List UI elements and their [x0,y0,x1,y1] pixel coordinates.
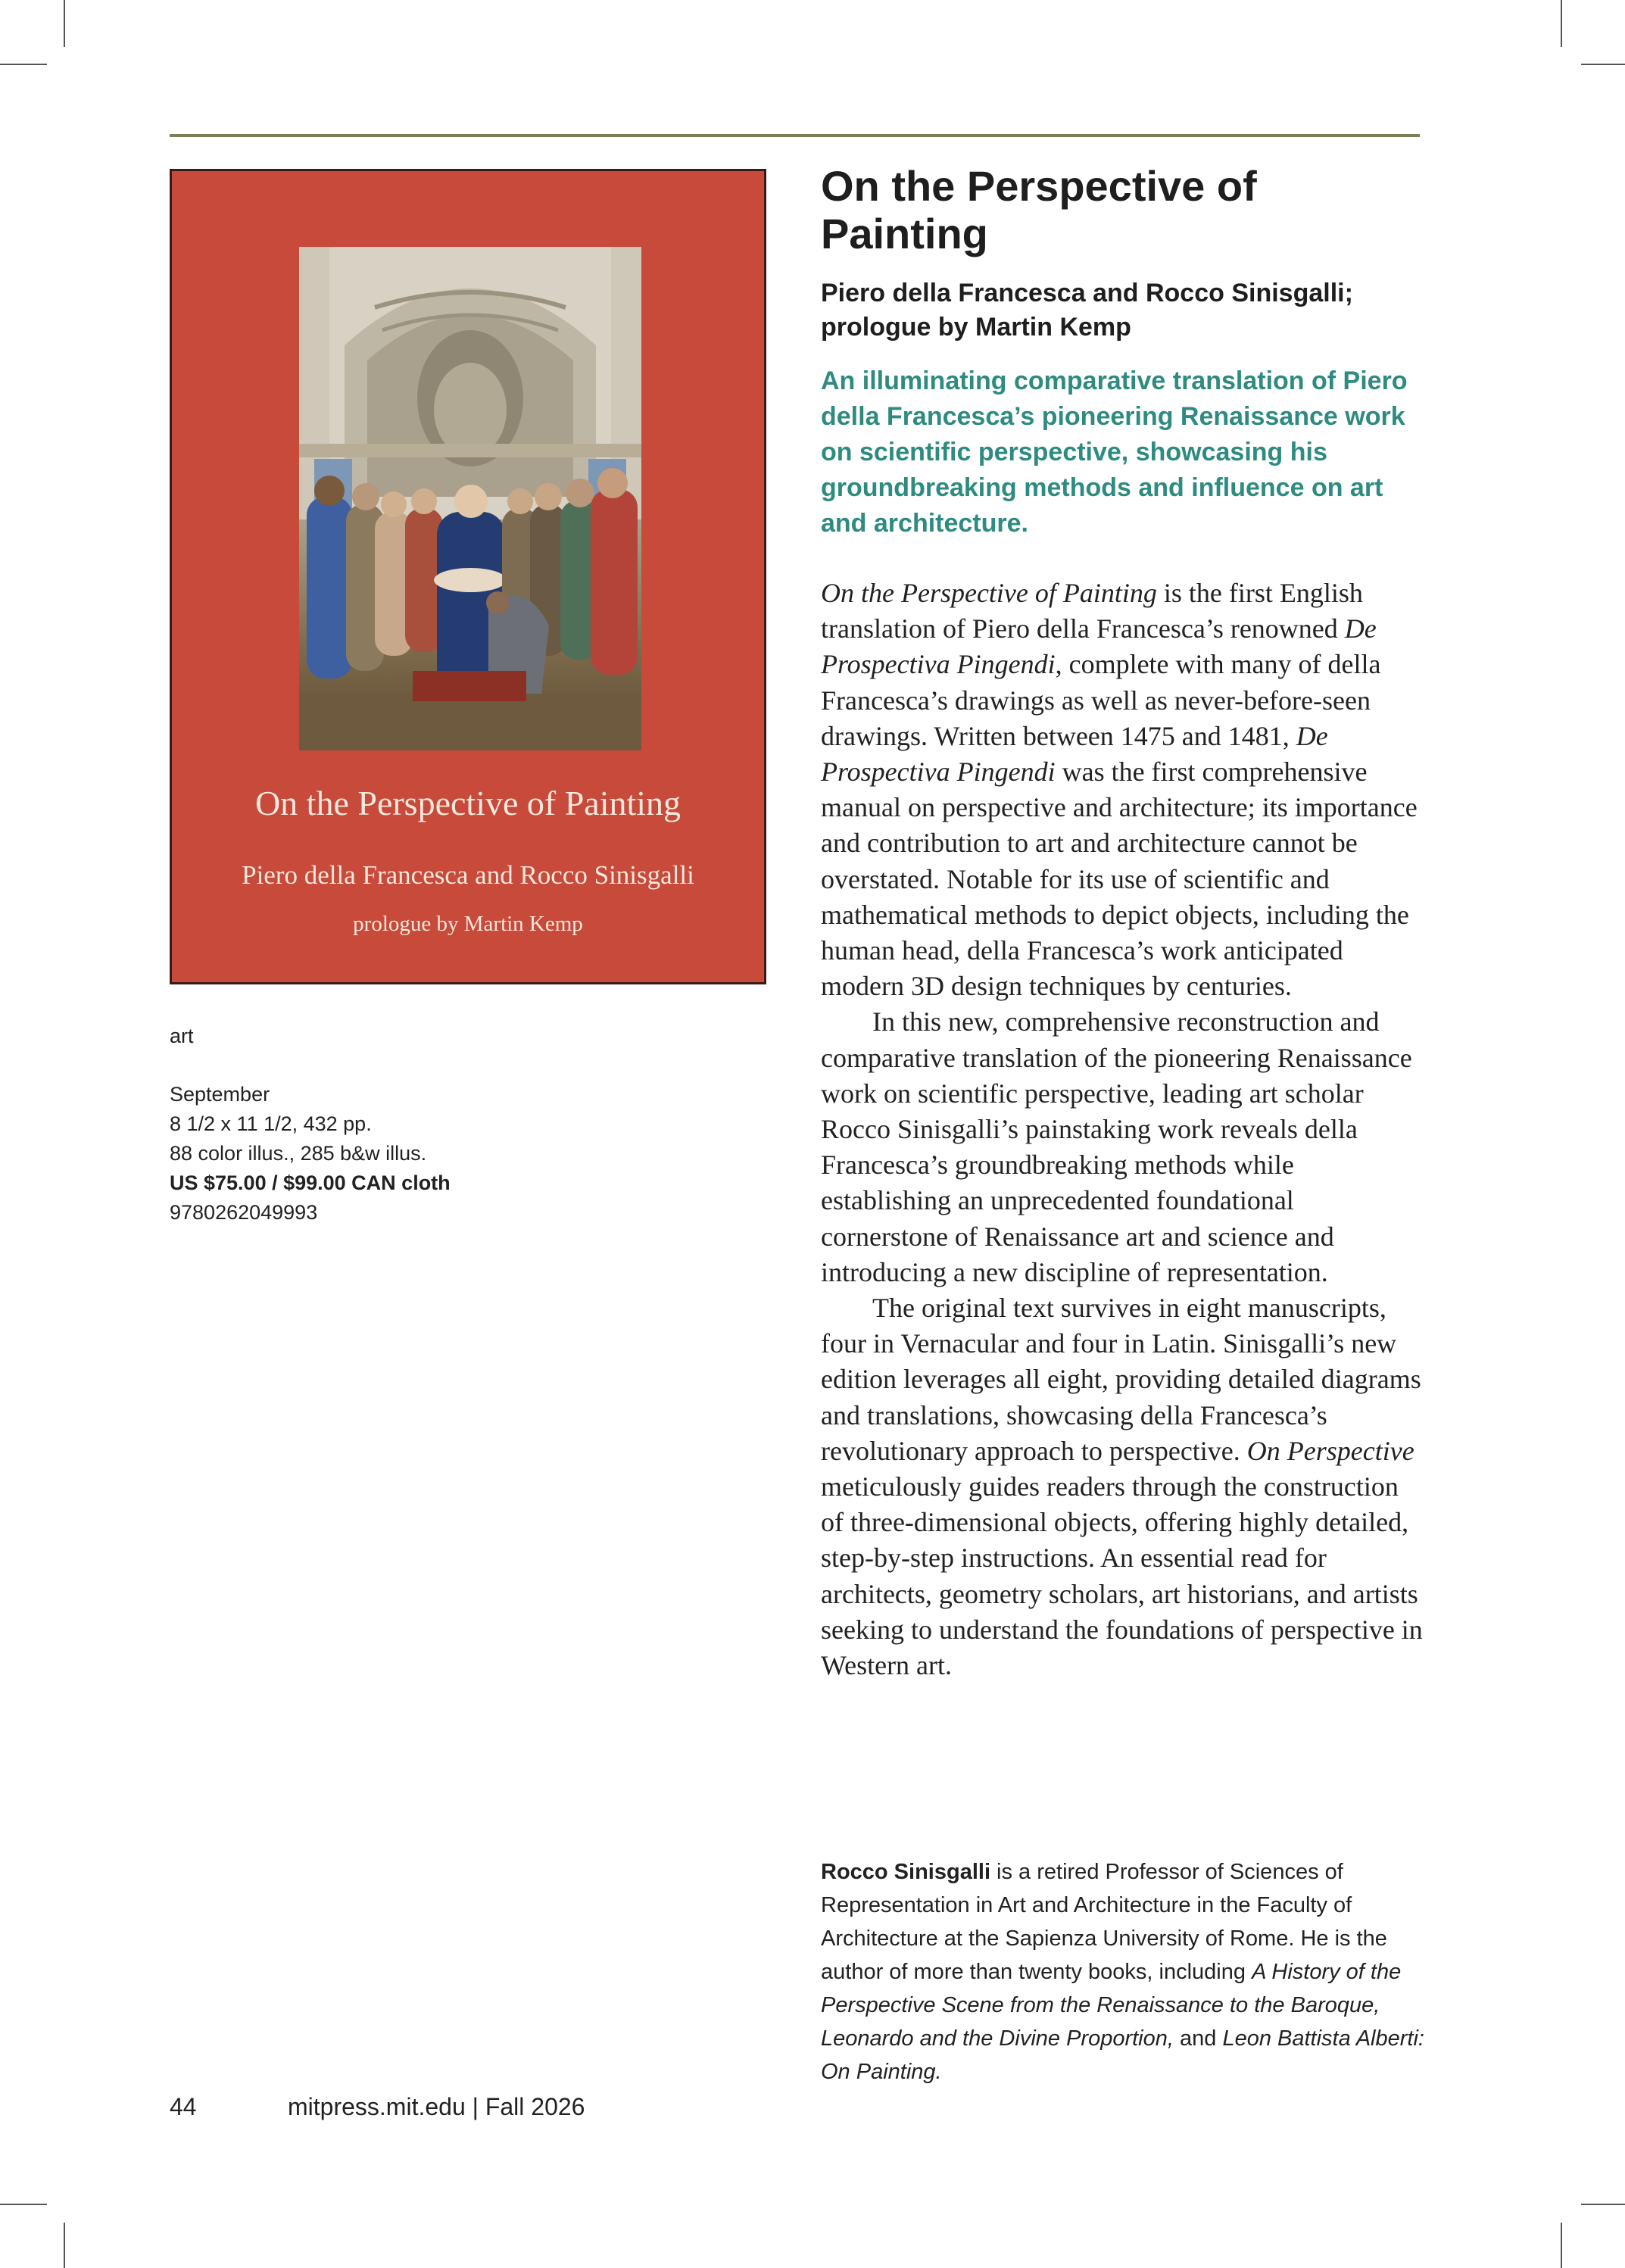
page-number: 44 [170,2093,197,2120]
crop-mark [1561,2223,1562,2268]
painting-illustration [299,247,641,750]
book-description [821,576,1427,1683]
cover-authors: Piero della Francesca and Rocco Sinisgalli [242,860,694,890]
description-text: meticulously guides readers through the construction of three-dimensional objects, offering highly detailed, step-by-step instructions. An essential read for architects, geometry scholars, art historians, and artists seeking to understand the foundations of perspective in Western art. [821,1471,1423,1681]
book-tagline: An illuminating comparative translation of Piero della Francesca’s pioneering Renaissance work on scientific perspective, showcasing his groundbreaking methods and influence on art and architecture. [821,367,1408,538]
book-dimensions: 8 1/2 x 11 1/2, 432 pp. [170,1112,372,1135]
crop-mark [64,0,65,47]
book-details [170,1080,451,1228]
description-paragraph: In this new, comprehensive reconstruction and comparative translation of the pioneering Renaissance work on scientific perspective, leading art scholar Rocco Sinisgalli’s painstaking work reveals della Francesca’s groundbreaking methods while establishing an unprecedented foundational cornerstone of Renaissance art and science and introducing a new discipline of representation. [821,1006,1412,1287]
description-paragraph [821,1290,1427,1683]
crop-mark [1581,64,1625,65]
italic-title: On the Perspective of Painting [821,578,1157,608]
cover-title: On the Perspective of Painting [254,784,682,822]
crop-mark [1561,0,1562,47]
description-text: was the first comprehensive manual on perspective and architecture; its importance and contribution to art and architecture cannot be overstated. Notable for its use of scientific and mathematical methods to depict objects, including the human head, della Francesca’s work anticipated modern 3D design techniques by centuries. [821,757,1418,1002]
bio-text: is a retired Professor of Sciences of Representation in Art and Architecture in the Faculty of Architecture at the Sapienza University of Rome. He is the author of more than twenty books, including [821,1860,1387,1984]
category-label: art [170,1025,194,1047]
book-cover [170,169,766,984]
book-authors: Piero della Francesca and Rocco Sinisgalli; prologue by Martin Kemp [821,279,1353,342]
top-rule [170,134,1420,137]
footer-site: mitpress.mit.edu | Fall 2026 [288,2093,585,2120]
italic-work-title: De Prospectiva Pingendi [821,613,1377,680]
italic-book-titles: A History of the Perspective Scene from the Renaissance to the Baroque, Leonardo and the Divine Proportion, [821,1960,1402,2051]
publication-month: September [170,1083,270,1106]
isbn: 9780262049993 [170,1201,318,1224]
crop-mark [0,2204,47,2205]
author-bio [821,1855,1427,2089]
bio-text: and [1173,2026,1223,2051]
italic-work-title: On Perspective [1246,1435,1414,1466]
description-text: The original text survives in eight manuscripts, four in Vernacular and four in Latin. Sinisgalli’s new edition leverages all eight, providing detailed diagrams and translations, showcasing della Francesca’s revolutionary approach to perspective. [821,1293,1421,1466]
crop-mark [1581,2204,1625,2205]
crop-mark [64,2223,65,2268]
description-text: is the first English translation of Piero della Francesca’s renowned [821,578,1363,644]
description-text: , complete with many of della Francesca’s drawings as well as never-before-seen drawings. Written between 1475 and 1481, [821,649,1381,751]
italic-book-title: Leon Battista Alberti: On Painting. [821,2026,1424,2084]
crop-mark [0,64,47,65]
book-title: On the Perspective of Painting [821,162,1257,257]
description-paragraph [821,576,1427,1004]
illustration-count: 88 color illus., 285 b&w illus. [170,1142,427,1165]
price: US $75.00 / $99.00 CAN cloth [170,1171,451,1194]
italic-work-title: De Prospectiva Pingendi [821,720,1328,788]
cover-prologue: prologue by Martin Kemp [353,912,583,936]
author-name: Rocco Sinisgalli [821,1860,990,1884]
